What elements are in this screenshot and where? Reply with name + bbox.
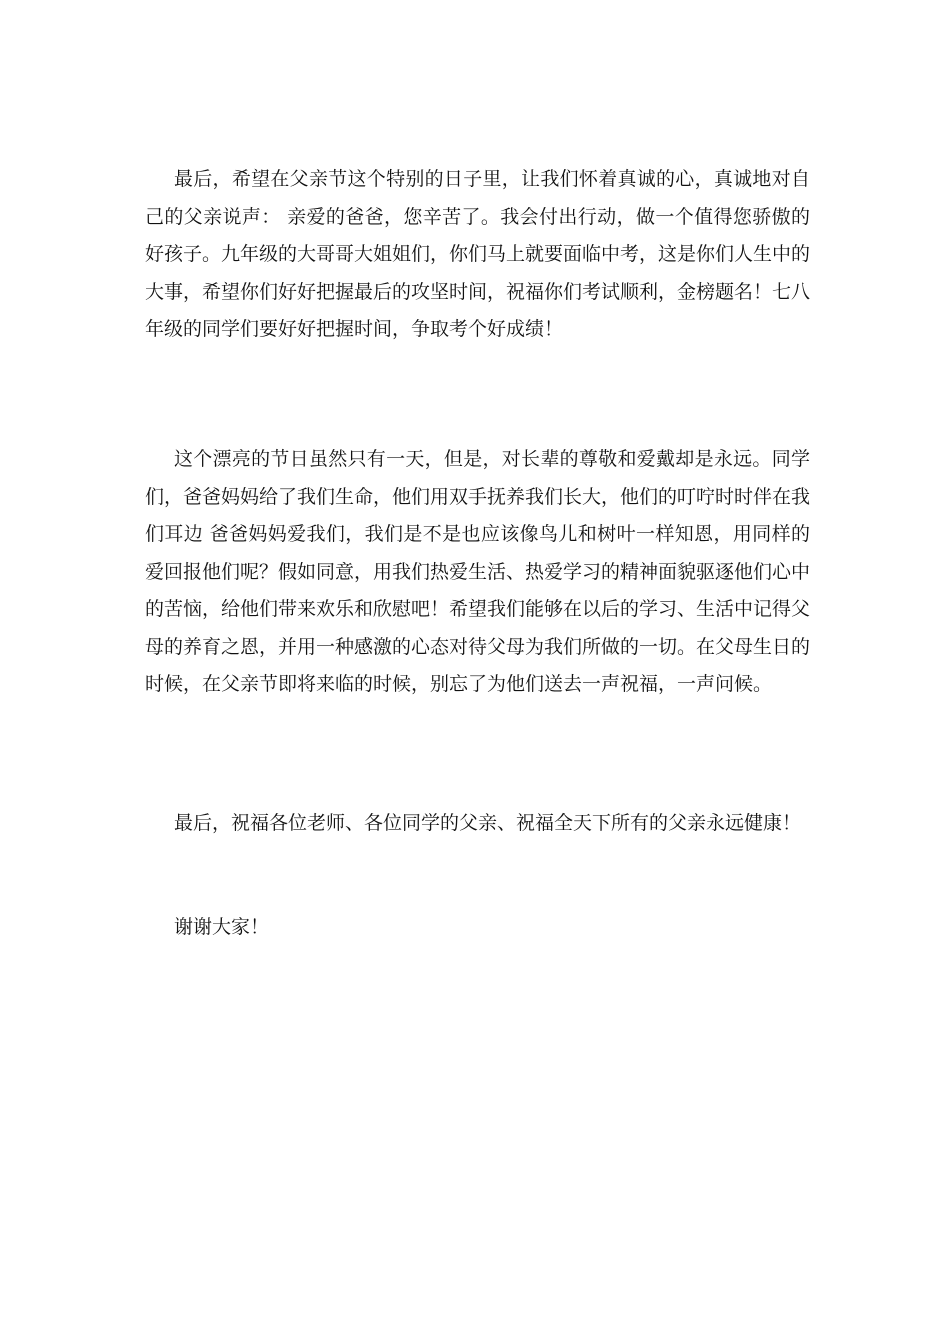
paragraph-gratitude: 这个漂亮的节日虽然只有一天，但是，对长辈的尊敬和爱戴却是永远。同学们，爸爸妈妈给了我们生命，他们用双手抚养我们长大，他们的叮咛时时伴在我们耳边 爸爸妈妈爱我们，我们是不是也应该像鸟儿和树叶一样知恩，用同样的爱回报他们呢？假如同意，用我们热爱生活、热爱学习的精神面貌驱逐他们心中的苦恼，给他们带来欢乐和欣慰吧！希望我们能够在以后的学习、生活中记得父母的养育之恩，并用一种感激的心态对待父母为我们所做的一切。在父母生日的时候，在父亲节即将来临的时候，别忘了为他们送去一声祝福，一声问候。	[145, 448, 811, 695]
paragraph-thanks: 谢谢大家！	[174, 916, 270, 938]
paragraph-closing-wishes: 最后，希望在父亲节这个特别的日子里，让我们怀着真诚的心，真诚地对自己的父亲说声： 亲爱的爸爸，您辛苦了。我会付出行动，做一个值得您骄傲的好孩子。九年级的大哥哥大姐姐们，你们马上就要面临中考，这是你们人生中的大事，希望你们好好把握最后的攻坚时间，祝福你们考试顺利，金榜题名！七八年级的同学们要好好把握时间，争取考个好成绩！	[145, 168, 811, 340]
paragraph-blessing: 最后，祝福各位老师、各位同学的父亲、祝福全天下所有的父亲永远健康！	[174, 812, 802, 834]
